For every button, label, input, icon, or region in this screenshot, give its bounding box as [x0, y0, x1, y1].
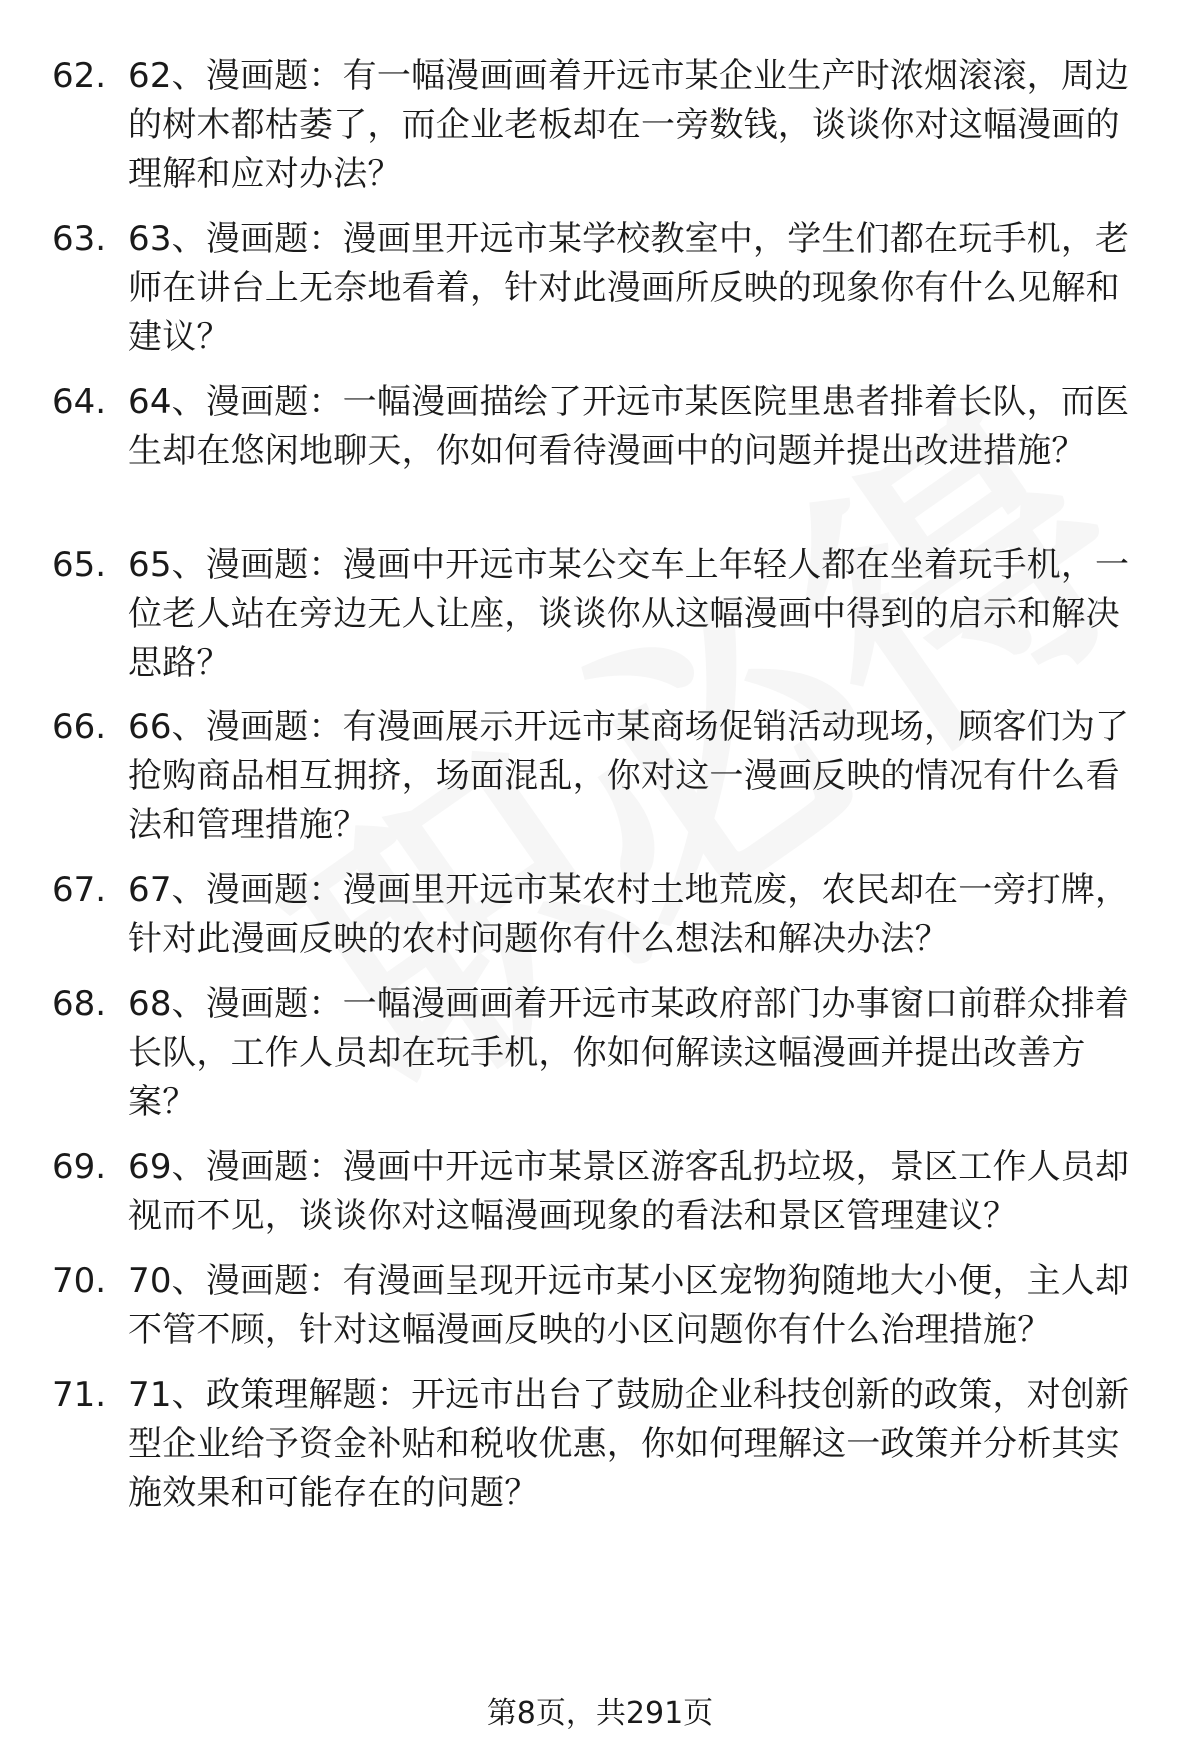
question-text: 70、漫画题：有漫画呈现开远市某小区宠物狗随地大小便，主人却不管不顾，针对这幅漫画反映的小区问题你有什么治理措施？: [128, 1261, 1130, 1350]
question-number: 67.: [52, 870, 107, 910]
question-text: 66、漫画题：有漫画展示开远市某商场促销活动现场，顾客们为了抢购商品相互拥挤，场面混乱，你对这一漫画反映的情况有什么看法和管理措施？: [128, 707, 1130, 845]
question-text: 62、漫画题：有一幅漫画画着开远市某企业生产时浓烟滚滚，周边的树木都枯萎了，而企业老板却在一旁数钱，谈谈你对这幅漫画的理解和应对办法？: [128, 56, 1130, 194]
question-text: 67、漫画题：漫画里开远市某农村土地荒废，农民却在一旁打牌，针对此漫画反映的农村问题你有什么想法和解决办法？: [128, 870, 1130, 959]
question-text: 64、漫画题：一幅漫画描绘了开远市某医院里患者排着长队，而医生却在悠闲地聊天，你如何看待漫画中的问题并提出改进措施？: [128, 382, 1130, 471]
question-text: 63、漫画题：漫画里开远市某学校教室中，学生们都在玩手机，老师在讲台上无奈地看着，针对此漫画所反映的现象你有什么见解和建议？: [128, 219, 1130, 357]
question-number: 68.: [52, 984, 107, 1024]
question-number: 63.: [52, 219, 107, 259]
question-text: 68、漫画题：一幅漫画画着开远市某政府部门办事窗口前群众排着长队，工作人员却在玩手机，你如何解读这幅漫画并提出改善方案？: [128, 984, 1130, 1122]
question-number: 69.: [52, 1147, 107, 1187]
question-number: 64.: [52, 382, 107, 422]
question-number: 66.: [52, 707, 107, 747]
question-number: 65.: [52, 545, 107, 585]
question-number: 62.: [52, 56, 107, 96]
question-text: 69、漫画题：漫画中开远市某景区游客乱扔垃圾，景区工作人员却视而不见，谈谈你对这幅漫画现象的看法和景区管理建议？: [128, 1147, 1130, 1236]
question-text: 65、漫画题：漫画中开远市某公交车上年轻人都在坐着玩手机，一位老人站在旁边无人让座，谈谈你从这幅漫画中得到的启示和解决思路？: [128, 545, 1130, 683]
question-text: 71、政策理解题：开远市出台了鼓励企业科技创新的政策，对创新型企业给予资金补贴和税收优惠，你如何理解这一政策并分析其实施效果和可能存在的问题？: [128, 1375, 1130, 1513]
page-footer: 第8页，共291页: [486, 1696, 714, 1731]
question-number: 70.: [52, 1261, 107, 1301]
question-number: 71.: [52, 1375, 107, 1415]
